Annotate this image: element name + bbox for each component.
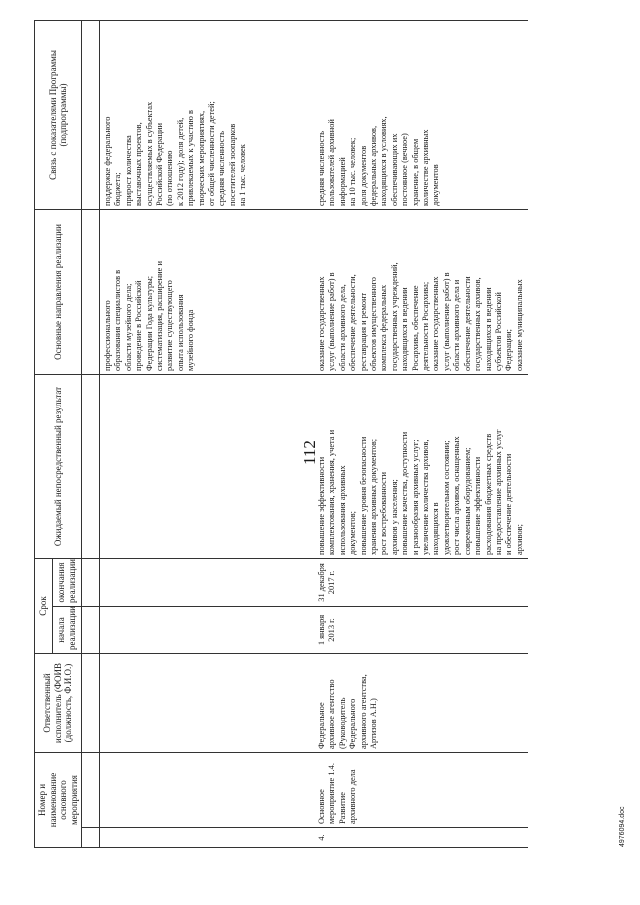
text-line: современным оборудованием; (462, 447, 472, 555)
text-line: от общей численности детей; (207, 101, 217, 206)
text-line: использования архивных (337, 465, 347, 555)
text-line: архивного дела (348, 769, 358, 824)
text-line: Российской Федерации (155, 123, 165, 206)
text-line: комплектования, хранения, учета и (327, 429, 337, 555)
text-line: доля документов (358, 145, 368, 206)
text-line: архивного агентства, (358, 674, 368, 749)
text-line: проведение в Российской (134, 280, 144, 371)
text-line: архивов у населения; (389, 479, 399, 555)
text-line: оказание муниципальных (514, 279, 524, 371)
text-line: Федеральное (317, 702, 326, 749)
text-line: области архивного дела, (337, 284, 347, 371)
continuation-row (100, 20, 315, 847)
text-line: осуществляемых в субъектах (144, 101, 154, 206)
header-indicators: Связь с показателями Программы (подпрограммы) (35, 20, 82, 209)
header-row (35, 20, 53, 847)
text-line: оказание государственных (431, 276, 441, 371)
text-line: систематизация, расширение и (155, 261, 165, 371)
text-line: области архивного дела и (452, 279, 462, 371)
text-line: субъектов Российской (493, 292, 503, 371)
file-name-footer: 4976094.doc (619, 806, 626, 847)
text-line: Федерации Года культуры; (144, 275, 154, 371)
text-line: Основное (317, 789, 326, 824)
row-start (314, 607, 528, 654)
text-line: федеральных архивов, (369, 125, 379, 206)
text-line: (Руководитель (337, 697, 347, 749)
text-line: объектов имущественного (369, 277, 379, 371)
text-line: количестве архивных (421, 129, 431, 206)
text-line: Федерации; (504, 329, 514, 371)
text-line: к 2012 году); доля детей, (175, 117, 185, 206)
text-line: Развитие (337, 792, 347, 824)
text-line: находящихся в ведении (400, 287, 410, 371)
text-line: развитие существующего (165, 280, 175, 371)
text-line: услуг (выполнение работ) в (441, 272, 451, 371)
header-directions: Основные направления реализации (35, 209, 82, 374)
header-result: Ожидаемый непосредственный результат (35, 374, 82, 558)
text-line: области музейного дела; (123, 283, 133, 371)
text-line: оказание государственных (317, 276, 326, 371)
header-term: Срок (35, 558, 53, 653)
continuation-directions (100, 209, 315, 374)
table-row (314, 20, 528, 847)
row-indicators (314, 20, 528, 209)
text-line: привлекаемых к участию в (186, 110, 196, 206)
text-line: мероприятие 1.4. (327, 763, 337, 824)
text-line: средняя численность (317, 131, 326, 206)
row-result (314, 374, 528, 558)
row-name (314, 753, 528, 828)
text-line: реставрация и ремонт (358, 292, 368, 371)
text-line: находящихся в ведении (483, 287, 493, 371)
text-line: опыта использования (175, 294, 185, 371)
text-line: обеспечение деятельности (462, 276, 472, 371)
text-line: профессионального (103, 300, 112, 371)
text-line: поддержке федерального (103, 116, 112, 206)
text-line: повышение эффективности (473, 456, 483, 555)
text-line: рост востребованности (379, 472, 389, 555)
text-line: Федерального (348, 698, 358, 749)
text-line: документов (431, 164, 441, 206)
text-line: и обеспечение деятельности (504, 453, 514, 555)
text-line: 2017 г. (327, 570, 337, 595)
text-line: государственных учреждений, (389, 262, 399, 371)
text-line: постоянное (вечное) (400, 133, 410, 206)
text-line: прирост количества (123, 135, 133, 206)
row-number: 4. (314, 828, 528, 848)
text-line: обеспечивающих их (389, 133, 399, 206)
text-line: на 10 тыс. человек; (348, 137, 358, 206)
text-line: рост числа архивов, оснащенных (452, 436, 462, 555)
text-line: находящихся в условиях, (379, 116, 389, 206)
header-term-start: начала реализации (52, 607, 81, 654)
text-line: информацией (337, 157, 347, 206)
text-line: повышение эффективности (317, 456, 326, 555)
text-line: 2013 г. (327, 618, 337, 642)
header-num-name: Номер и наименование основного мероприятия (35, 753, 82, 848)
text-line: на предоставление архивных услуг (493, 429, 503, 555)
text-line: выставочных проектов, (134, 122, 144, 206)
text-line: обеспечение деятельности, (348, 274, 358, 371)
text-line: (по отношению (165, 150, 175, 206)
text-line: образования специалистов в (113, 269, 123, 371)
text-line: музейного фонда (186, 309, 196, 371)
text-line: находящихся в (431, 502, 441, 555)
text-line: пользователей архивной (327, 119, 337, 206)
text-line: Росархива, обеспечение (410, 285, 420, 371)
text-line: деятельности Росархива; (421, 281, 431, 371)
text-line: на 1 тыс. человек (238, 144, 248, 206)
row-end (314, 558, 528, 606)
text-line: хранение, в общем (410, 138, 420, 206)
page-number: 112 (300, 440, 319, 465)
text-line: государственных архивов, (473, 277, 483, 371)
text-line: 31 декабря (317, 563, 326, 602)
row-directions (314, 209, 528, 374)
continuation-indicators (100, 20, 315, 209)
text-line: творческих мероприятиях, (196, 110, 206, 206)
text-line: Артизов А.Н.) (369, 698, 379, 749)
text-line: повышение качества, доступности (400, 431, 410, 555)
text-line: услуг (выполнение работ) в (327, 272, 337, 371)
text-line: и разнообразия архивных услуг; (410, 439, 420, 555)
text-line: документов; (348, 510, 358, 555)
text-line: расходования бюджетных средств (483, 433, 493, 555)
text-line: бюджета; (113, 172, 123, 206)
text-line: повышение уровня безопасности (358, 436, 368, 555)
header-executor: Ответственный исполнитель (ФОИВ (должность, Ф.И.О.) (35, 654, 82, 753)
text-line: средняя численность (217, 131, 227, 206)
text-line: посетителей зоопарков (227, 123, 237, 206)
text-line: удовлетворительном состоянии; (441, 440, 451, 555)
text-line: комплекса федеральных (379, 284, 389, 371)
text-line: архивов; (514, 524, 524, 555)
text-line: увеличение количества архивов, (421, 439, 431, 555)
row-executor (314, 654, 528, 753)
text-line: хранения архивных документов; (369, 438, 379, 555)
program-table (34, 20, 528, 848)
spacer-row (82, 20, 100, 847)
text-line: архивное агентство (327, 679, 337, 749)
text-line: 1 января (317, 614, 326, 646)
header-term-end: окончания реализации (52, 558, 81, 606)
